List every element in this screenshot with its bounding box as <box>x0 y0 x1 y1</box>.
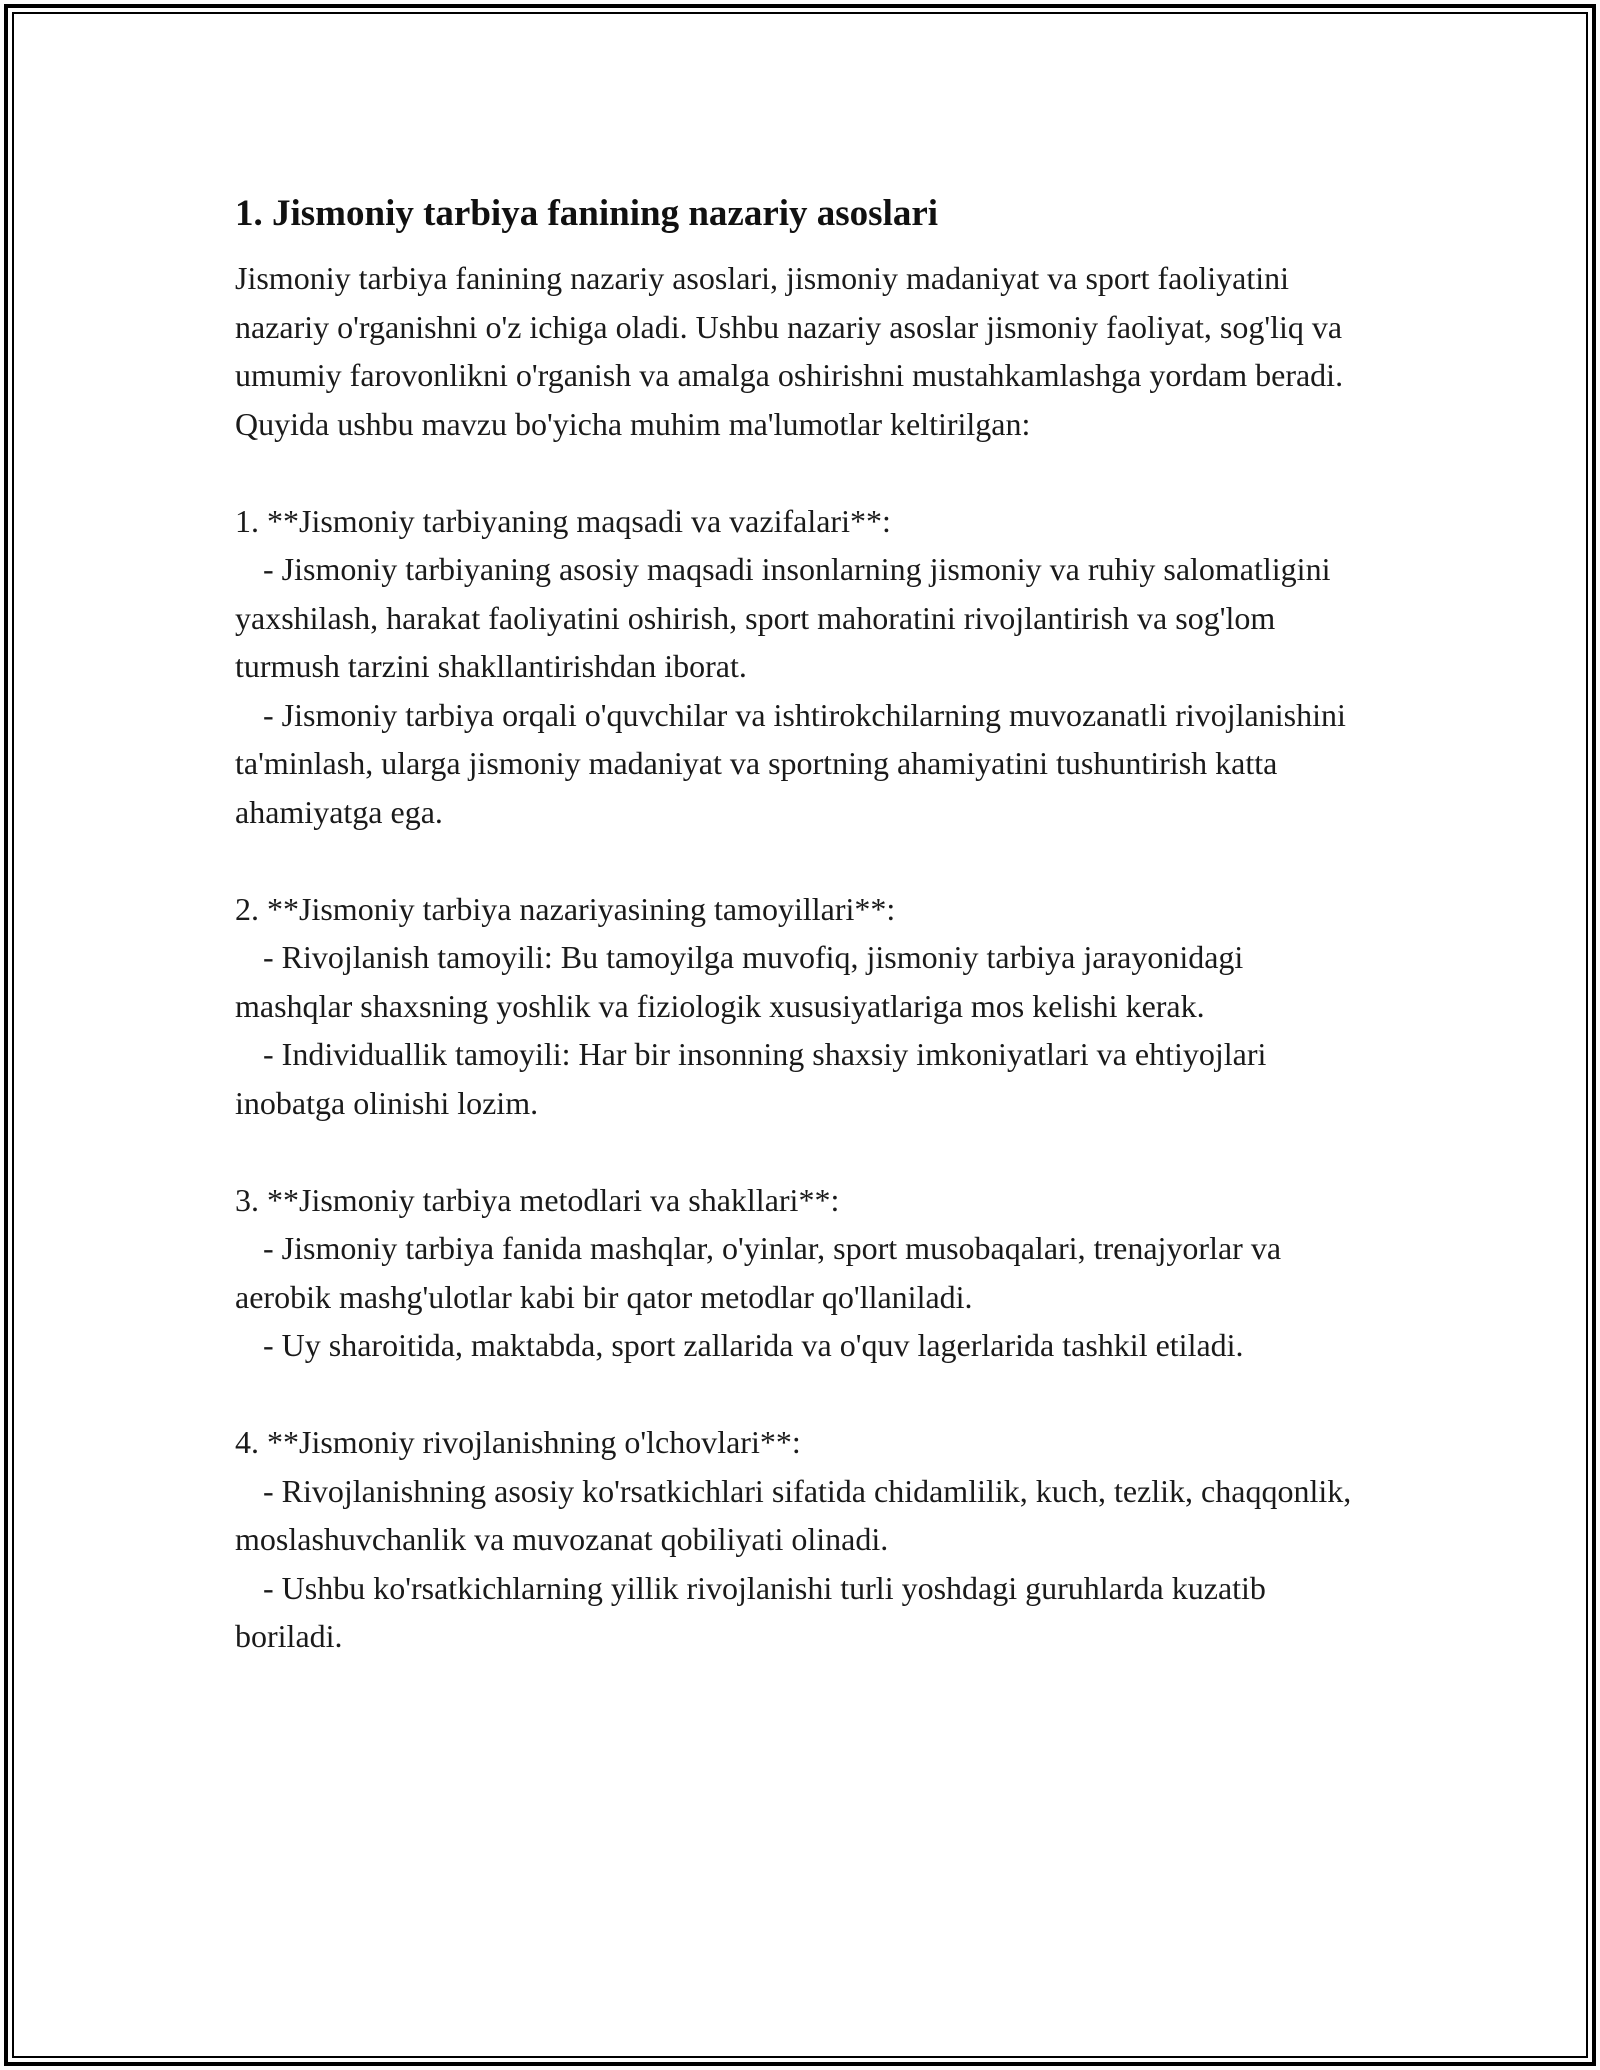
section-2 <box>235 885 1365 1128</box>
section-heading: 3. **Jismoniy tarbiya metodlari va shakllari**: <box>235 1181 840 1218</box>
section-1 <box>235 497 1365 837</box>
section-heading: 2. **Jismoniy tarbiya nazariyasining tamoyillari**: <box>235 890 896 927</box>
section-4 <box>235 1418 1365 1661</box>
section-bullet: - Ushbu ko'rsatkichlarning yillik rivojlanishi turli yoshdagi guruhlarda kuzatib boriladi. <box>235 1569 1266 1654</box>
section-bullet: - Uy sharoitida, maktabda, sport zallarida va o'quv lagerlarida tashkil etiladi. <box>263 1327 1244 1363</box>
section-heading: 1. **Jismoniy tarbiyaning maqsadi va vazifalari**: <box>235 502 891 539</box>
section-3 <box>235 1176 1365 1370</box>
section-bullet: - Rivojlanish tamoyili: Bu tamoyilga muvofiq, jismoniy tarbiya jarayonidagi mashqlar shaxsning yoshlik va fiziologik xususiyatlariga mos kelishi kerak. <box>235 939 1244 1024</box>
document-title: 1. Jismoniy tarbiya fanining nazariy asoslari <box>235 193 939 234</box>
section-bullet: - Jismoniy tarbiya fanida mashqlar, o'yinlar, sport musobaqalari, trenajyorlar va aerobik mashg'ulotlar kabi bir qator metodlar qo'llaniladi. <box>235 1230 1282 1315</box>
section-bullet: - Jismoniy tarbiya orqali o'quvchilar va ishtirokchilarning muvozanatli rivojlanishini ta'minlash, ularga jismoniy madaniyat va sportning ahamiyatini tushuntirish katta ahamiyatga ega. <box>235 696 1346 830</box>
section-heading: 4. **Jismoniy rivojlanishning o'lchovlari**: <box>235 1424 801 1460</box>
section-bullet: - Jismoniy tarbiyaning asosiy maqsadi insonlarning jismoniy va ruhiy salomatligini yaxshilash, harakat faoliyatini oshirish, sport mahoratini rivojlantirish va sog'lom turmush tarzini shakllantirishdan iborat. <box>235 551 1331 684</box>
document-body <box>235 188 1365 1661</box>
section-bullet: - Individuallik tamoyili: Har bir insonning shaxsiy imkoniyatlari va ehtiyojlari inobatga olinishi lozim. <box>235 1036 1267 1121</box>
section-bullet: - Rivojlanishning asosiy ko'rsatkichlari sifatida chidamlilik, kuch, tezlik, chaqqonlik, moslashuvchanlik va muvozanat qobiliyati olinadi. <box>235 1472 1352 1557</box>
intro-paragraph: Jismoniy tarbiya fanining nazariy asoslari, jismoniy madaniyat va sport faoliyatini nazariy o'rganishni o'z ichiga oladi. Ushbu nazariy asoslar jismoniy faoliyat, sog'liq va umumiy farovonlikni o'rganish va amalga oshirishni mustahkamlashga yordam beradi. Quyida ushbu mavzu bo'yicha muhim ma'lumotlar keltirilgan: <box>235 260 1344 442</box>
